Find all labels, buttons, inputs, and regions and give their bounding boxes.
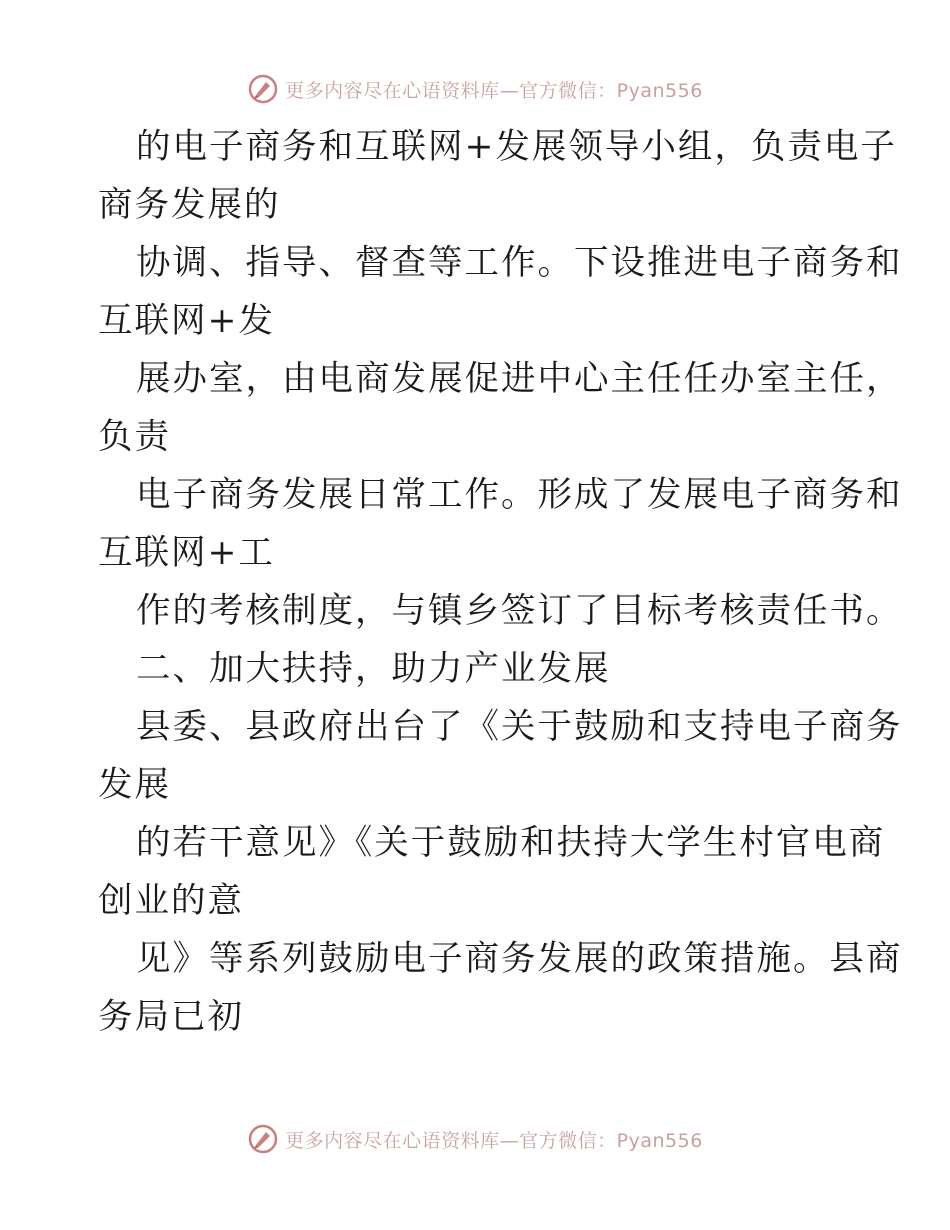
text-line: 协调、指导、督查等工作。下设推进电子商务和 [136,243,903,283]
text-line: 发展 [98,765,171,805]
document-body [98,118,903,1046]
watermark-text: 更多内容尽在心语资料库—官方微信：Pyan556 [285,79,703,102]
text-line: 务局已初 [98,997,244,1037]
header-watermark [0,73,950,105]
footer-watermark [0,1123,950,1155]
text-line: 互联网+发 [98,301,275,341]
text-line: 县委、县政府出台了《关于鼓励和支持电子商务 [136,707,903,747]
pen-nib-logo-icon [247,1123,279,1155]
text-line: 作的考核制度，与镇乡签订了目标考核责任书。 [136,591,903,631]
section-heading: 二、加大扶持，助力产业发展 [136,649,611,689]
text-line: 见》等系列鼓励电子商务发展的政策措施。县商 [136,939,903,979]
watermark-text: 更多内容尽在心语资料库—官方微信：Pyan556 [285,1129,703,1152]
text-line: 的若干意见》《关于鼓励和扶持大学生村官电商 [136,823,886,863]
text-line: 的电子商务和互联网+发展领导小组，负责电子 [136,127,897,167]
text-line: 商务发展的 [98,185,281,225]
pen-nib-logo-icon [247,73,279,105]
text-line: 展办室，由电商发展促进中心主任任办室主任， [136,359,903,399]
text-line: 电子商务发展日常工作。形成了发展电子商务和 [136,475,903,515]
text-line: 负责 [98,417,171,457]
text-line: 创业的意 [98,881,244,921]
text-line: 互联网+工 [98,533,275,573]
